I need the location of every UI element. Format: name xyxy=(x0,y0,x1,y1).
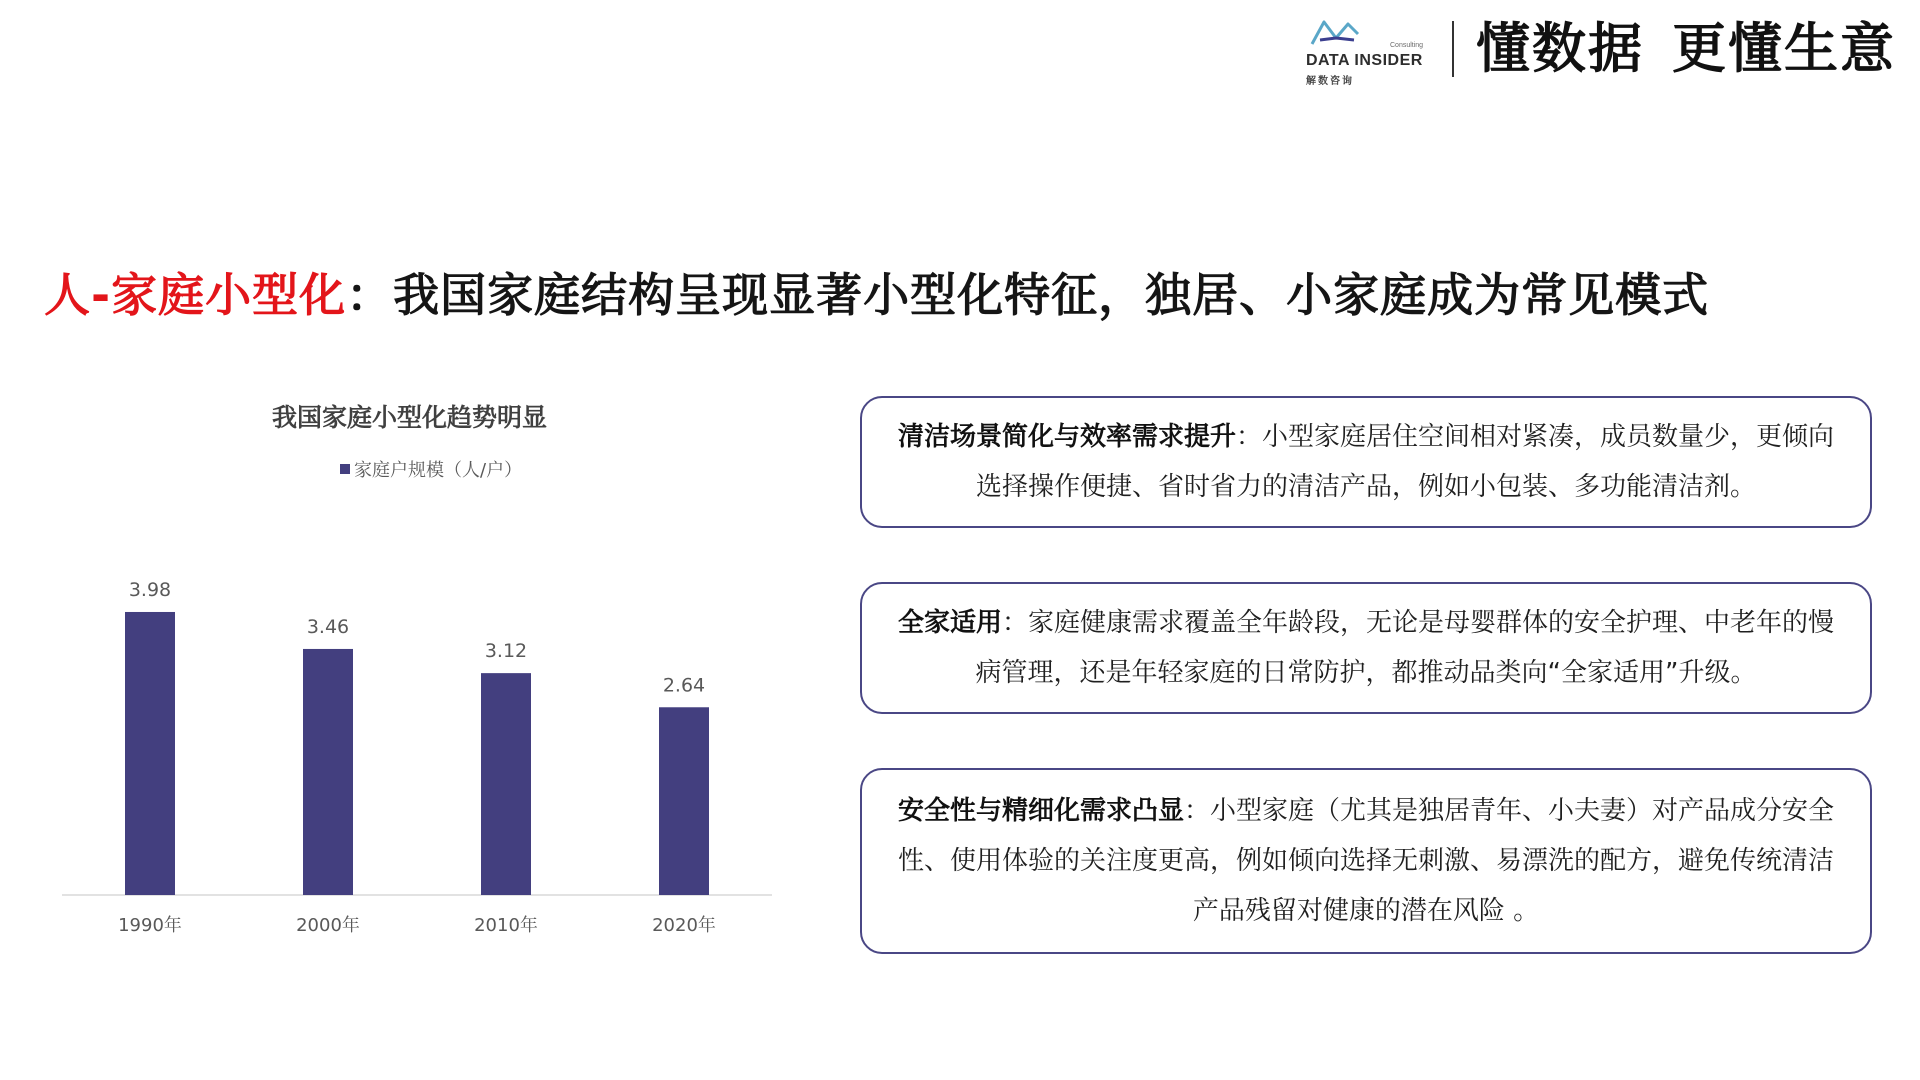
chart-title: 我国家庭小型化趋势明显 xyxy=(272,403,548,432)
bar-value-label-2: 3.12 xyxy=(484,640,528,663)
card-efficiency xyxy=(860,396,1872,528)
card-efficiency-text xyxy=(888,412,1844,512)
card-whole-family-body: 家庭健康需求覆盖全年龄段，无论是母婴群体的安全护理、中老年的慢病管理，还是年轻家庭的日常防护，都推动品类向“全家适用”升级。 xyxy=(975,608,1835,688)
brand-slogan xyxy=(1476,17,1896,80)
bar-value-label-3: 2.64 xyxy=(662,674,706,697)
headline-separator: ： xyxy=(346,268,394,322)
x-tick-label-1: 2000年 xyxy=(296,915,360,936)
slogan-part-1: 懂数据 xyxy=(1476,17,1644,80)
bar-1 xyxy=(303,649,353,895)
card-efficiency-sep: ： xyxy=(1235,422,1262,452)
bar-value-label-1: 3.46 xyxy=(306,615,350,638)
card-whole-family-sep: ： xyxy=(1001,608,1028,638)
card-efficiency-body: 小型家庭居住空间相对紧凑，成员数量少，更倾向选择操作便捷、省时省力的清洁产品，例如小包装、多功能清洁剂。 xyxy=(975,422,1835,502)
card-whole-family-key: 全家适用 xyxy=(897,608,1002,638)
logo-mark-icon xyxy=(1310,18,1362,48)
headline-accent: 人-家庭小型化 xyxy=(44,268,347,322)
card-safety-sep: ： xyxy=(1183,796,1210,826)
bar-3 xyxy=(659,707,709,895)
card-whole-family xyxy=(860,582,1872,714)
card-safety-key: 安全性与精细化需求凸显 xyxy=(897,796,1184,826)
x-tick-label-0: 1990年 xyxy=(118,915,182,936)
card-safety-body: 小型家庭（尤其是独居青年、小夫妻）对产品成分安全性、使用体验的关注度更高，例如倾向选择无刺激、易漂洗的配方，避免传统清洁产品残留对健康的潜在风险 。 xyxy=(897,796,1835,926)
card-whole-family-text xyxy=(888,598,1844,698)
logo-chinese-text: 解数咨询 xyxy=(1306,76,1354,87)
logo-consulting-text: Consulting xyxy=(1390,42,1424,49)
headline-main: 我国家庭结构呈现显著小型化特征，独居、小家庭成为常见模式 xyxy=(393,268,1710,322)
legend-label: 家庭户规模（人/户） xyxy=(354,460,523,481)
bar-2 xyxy=(481,673,531,895)
x-tick-label-3: 2020年 xyxy=(652,915,716,936)
data-insider-logo xyxy=(1306,18,1426,87)
bar-value-label-0: 3.98 xyxy=(128,578,172,601)
brand-divider xyxy=(1452,21,1454,77)
bar-0 xyxy=(125,612,175,895)
card-safety xyxy=(860,768,1872,954)
bar-chart xyxy=(0,0,800,960)
brand-header xyxy=(1306,14,1896,87)
x-tick-label-2: 2010年 xyxy=(474,915,538,936)
logo-name-text: DATA INSIDER xyxy=(1306,52,1423,69)
card-efficiency-key: 清洁场景简化与效率需求提升 xyxy=(897,422,1236,452)
card-safety-text xyxy=(888,786,1844,936)
slogan-part-2: 更懂生意 xyxy=(1672,17,1896,80)
